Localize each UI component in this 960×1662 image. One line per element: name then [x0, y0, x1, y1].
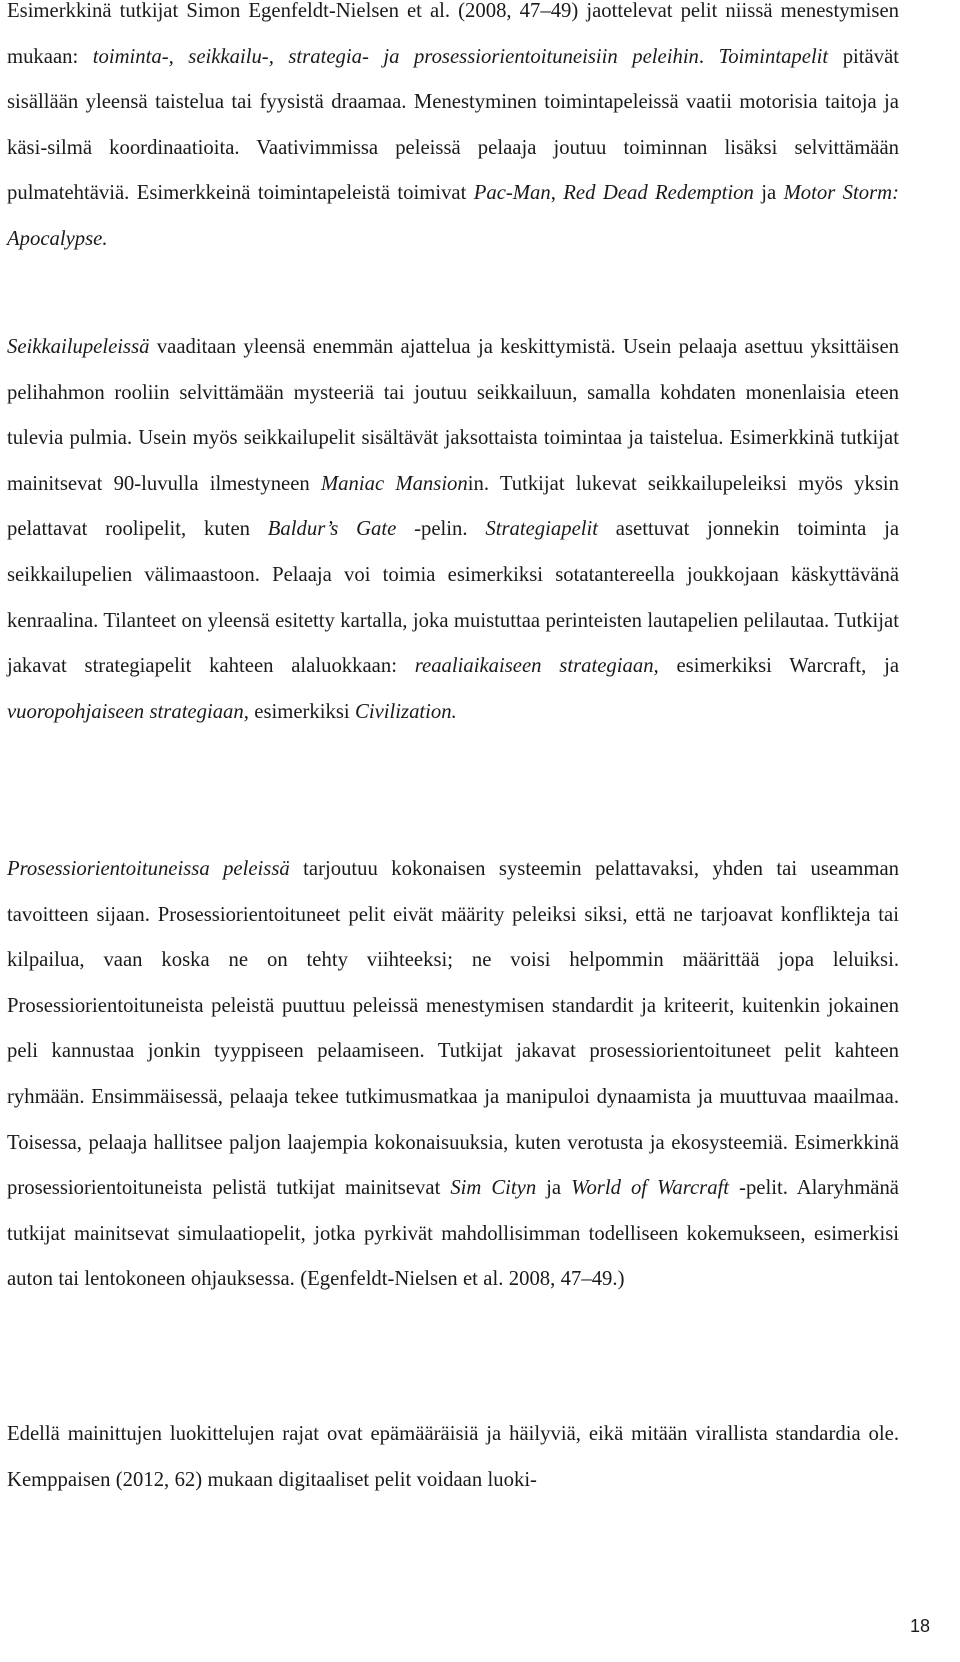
text-run: Edellä mainittujen luokittelujen rajat ovat epämääräisiä ja häilyviä, eikä mitään virallista standardia ole. Kemppaisen (2012, 62) mukaan digitaaliset pelit voidaan luoki-	[7, 1423, 899, 1491]
text-run: ja	[753, 182, 784, 205]
italic-text-run: Baldur’s Gate	[267, 518, 397, 541]
text-run: .	[698, 45, 719, 68]
paragraph-adventure-strategy	[7, 325, 899, 735]
text-run: tarjoutuu kokonaisen systeemin pelattavaksi, yhden tai useamman tavoitteen sijaan. Prosessiorientoituneet pelit eivät määrity peleiksi siksi, että ne tarjoavat konflikteja tai kilpailua, vaan koska ne on tehty viihteeksi; ne voisi helpommin määrittää jopa leluiksi. Prosessiorientoituneista peleistä puuttuu peleissä menestymisen standardit ja kriteerit, kuitenkin jokainen peli kannustaa jonkin tyyppiseen pelaamiseen. Tutkijat jakavat prosessiorientoituneet pelit kahteen ryhmään. Ensimmäisessä, pelaaja tekee tutkimusmatkaa ja manipuloi dynaamista ja muuttuvaa maailmaa. Toisessa, pelaaja hallitsee paljon laajempia kokonaisuuksia, kuten verotusta ja ekosysteemiä. Esimerkkinä prosessiorientoituneista pelistä tutkijat mainitsevat	[7, 858, 899, 1200]
italic-text-run: Red Dead Redemption	[563, 182, 754, 205]
italic-text-run: toiminta-, seikkailu-, strategia- ja prosessiorientoituneisiin peleihin	[92, 45, 699, 68]
italic-text-run: Seikkailupeleissä	[7, 336, 150, 358]
page-number: 18	[909, 1616, 930, 1636]
text-run: in. Tutkijat lukevat seikkailupeleiksi myös yksin pelattavat roolipelit, kuten	[7, 472, 899, 541]
italic-text-run: Prosessiorientoituneissa peleissä	[7, 858, 290, 880]
text-run: asettuvat jonnekin toiminta ja seikkailupelien välimaastoon. Pelaaja voi toimia esimerkiksi sotatantereella joukkojaan käskyttävänä kenraalina. Tilanteet on yleensä esitetty kartalla, joka muistuttaa perinteisten lautapelien pelilautaa. Tutkijat jakavat strategiapelit kahteen alaluokkaan:	[7, 518, 900, 678]
text-run: esimerkiksi Warcraft, ja	[658, 655, 900, 678]
text-run: -pelin.	[396, 518, 486, 541]
text-run: pitävät sisällään yleensä taistelua tai fyysistä draamaa. Menestyminen toimintapeleissä vaatii motorisia taitoja ja käsi-silmä koordinaatioita. Vaativimmissa peleissä pelaaja joutuu toiminnan lisäksi selvittämään pulmatehtäviä. Esimerkkeinä toimintapeleistä toimivat	[7, 45, 899, 205]
italic-text-run: World of Warcraft	[571, 1177, 730, 1200]
italic-text-run: Toimintapelit	[718, 45, 829, 68]
italic-text-run: Strategiapelit	[485, 518, 598, 541]
paragraph-classification-boundaries	[7, 1412, 899, 1503]
paragraph-process-oriented	[7, 847, 899, 1303]
italic-text-run: Maniac Mansion	[320, 472, 468, 495]
text-run: esimerkiksi	[248, 700, 356, 723]
italic-text-run: reaaliaikaiseen strategiaan,	[414, 655, 659, 678]
text-run: vaaditaan yleensä enemmän ajattelua ja keskittymistä. Usein pelaaja asettuu yksittäisen pelihahmon rooliin selvittämään mysteeriä tai joutuu seikkailuun, samalla kohdaten monenlaisia eteen tulevia pulmia. Usein myös seikkailupelit sisältävät jaksottaista toimintaa ja taistelua. Esimerkkinä tutkijat mainitsevat 90-luvulla ilmestyneen	[7, 336, 899, 495]
italic-text-run: Pac-Man	[473, 182, 551, 205]
text-run: Esimerkkinä tutkijat Simon Egenfeldt-Nielsen et al. (2008, 47–49) jaottelevat pelit niissä menestymisen mukaan:	[7, 0, 899, 68]
text-run: ja	[536, 1177, 572, 1200]
italic-text-run: Civilization.	[355, 700, 457, 723]
paragraph-game-genres-intro	[7, 0, 899, 263]
italic-text-run: Sim Cityn	[450, 1177, 537, 1200]
italic-text-run: Motor Storm: Apocalypse.	[7, 182, 899, 250]
text-run: -pelit. Alaryhmänä tutkijat mainitsevat simulaatiopelit, jotka pyrkivät mahdollisimman todelliseen kokemukseen, esimerkisi auton tai lentokoneen ohjauksessa. (Egenfeldt-Nielsen et al. 2008, 47–49.)	[7, 1177, 899, 1291]
text-run: ,	[550, 182, 564, 205]
italic-text-run: vuoropohjaiseen strategiaan,	[7, 700, 249, 723]
